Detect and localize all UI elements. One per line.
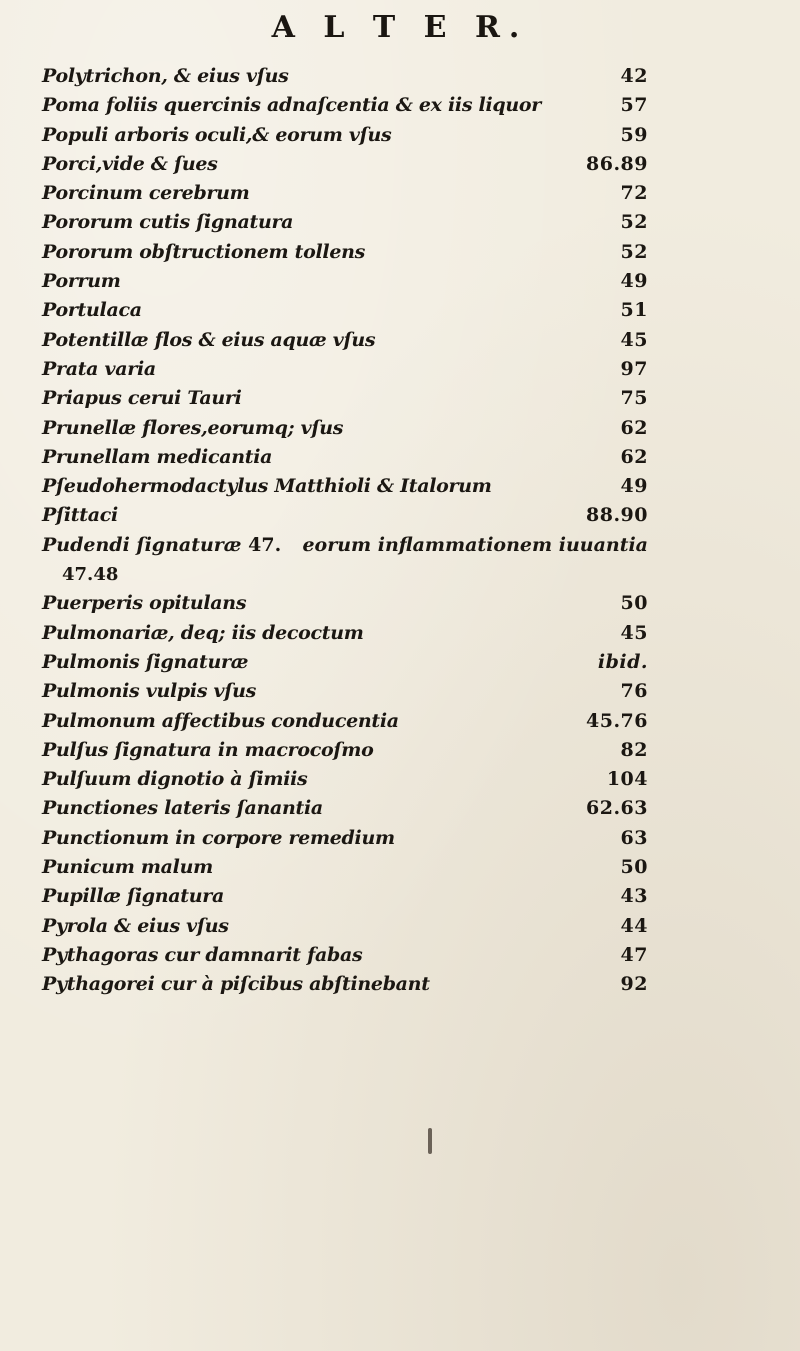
- index-entry: [42, 882, 648, 911]
- index-entry-term: Poma foliis quercinis adnaſcentia & ex iis liquor: [42, 94, 541, 117]
- index-entry: [42, 970, 648, 999]
- index-entry-page: 47: [620, 943, 648, 966]
- index-entry: [42, 619, 648, 648]
- index-entry-page: 44: [620, 914, 648, 937]
- wrapped-entry-inline-page: 47.: [248, 533, 282, 556]
- index-entry: [42, 355, 648, 384]
- index-entry: [42, 267, 648, 296]
- index-entry-page: 88.90: [586, 504, 648, 527]
- index-entry-page: 63: [620, 826, 648, 849]
- index-entry: [42, 414, 648, 443]
- index-entry-page: ibid.: [597, 650, 648, 673]
- index-entry: [42, 736, 648, 765]
- index-entry-page: 50: [620, 856, 648, 879]
- index-entry: [42, 296, 648, 325]
- index-entry-term: Pulmonariæ, deq; iis decoctum: [42, 621, 364, 644]
- wrapped-entry-line: [42, 531, 648, 560]
- index-entry: [42, 150, 648, 179]
- index-entry-page: 52: [620, 211, 648, 234]
- index-entry-page: 49: [620, 270, 648, 293]
- index-entry-page: 86.89: [586, 152, 648, 175]
- index-entries-top: [42, 62, 648, 531]
- index-entry-term: Priapus cerui Tauri: [42, 387, 242, 410]
- index-entry: [42, 443, 648, 472]
- wrapped-entry-continuation: 47.48: [62, 564, 119, 586]
- index-entry-page: 97: [620, 357, 648, 380]
- index-entry: [42, 794, 648, 823]
- index-entry-page: 49: [620, 475, 648, 498]
- index-entry-term: Pulmonis vulpis vſus: [42, 680, 257, 703]
- page-blemish-mark: [428, 1128, 432, 1154]
- index-entry-page: 82: [620, 738, 648, 761]
- index-entry-term: Pythagoras cur damnarit fabas: [42, 943, 363, 966]
- index-entry-page: 62.63: [586, 797, 648, 820]
- index-entry: [42, 941, 648, 970]
- index-entry: [42, 238, 648, 267]
- index-entry-page: 62: [620, 416, 648, 439]
- index-entry: [42, 912, 648, 941]
- index-entry-page: 57: [620, 94, 648, 117]
- index-entry: [42, 384, 648, 413]
- index-entries-bottom: [42, 589, 648, 999]
- index-entry-term: Punctiones lateris ſanantia: [42, 797, 323, 820]
- index-entry: [42, 589, 648, 618]
- index-entry-page: 45: [620, 621, 648, 644]
- index-list: [42, 62, 648, 1000]
- index-entry: [42, 707, 648, 736]
- index-entry-wrapped: [42, 531, 648, 560]
- index-entry: [42, 91, 648, 120]
- index-entry-page: 43: [620, 885, 648, 908]
- index-entry-term: Puerperis opitulans: [42, 592, 247, 615]
- wrapped-entry-head: Pudendi ſignaturæ: [42, 533, 242, 556]
- wrapped-entry-tail: eorum inflammationem iuuantia: [302, 533, 648, 556]
- index-entry-page: 45.76: [586, 709, 648, 732]
- index-entry-page: 76: [620, 680, 648, 703]
- index-entry: [42, 501, 648, 530]
- index-entry: [42, 648, 648, 677]
- index-entry-term: Pyrola & eius vſus: [42, 914, 229, 937]
- index-entry-term: Pulſuum dignotio à ſimiis: [42, 768, 308, 791]
- index-entry-term: Pororum obſtructionem tollens: [42, 240, 366, 263]
- index-entry: [42, 208, 648, 237]
- index-entry-page: 75: [620, 387, 648, 410]
- index-entry-term: Pythagorei cur à piſcibus abſtinebant: [42, 973, 430, 996]
- index-entry: [42, 853, 648, 882]
- index-entry-term: Pſittaci: [42, 504, 118, 527]
- index-entry-term: Pſeudohermodactylus Matthioli & Italorum: [42, 475, 492, 498]
- index-entry-page: 42: [620, 65, 648, 87]
- index-entry-term: Porcinum cerebrum: [42, 182, 250, 205]
- index-entry: [42, 121, 648, 150]
- index-entry-term: Punicum malum: [42, 856, 213, 879]
- index-entry-term: Punctionum in corpore remedium: [42, 826, 395, 849]
- index-entry-term: Pulſus ſignatura in macrocoſmo: [42, 738, 374, 761]
- index-entry-term: Polytrichon, & eius vſus: [42, 65, 289, 87]
- index-entry-term: Porrum: [42, 270, 121, 293]
- index-entry-page: 72: [620, 182, 648, 205]
- index-entry: [42, 179, 648, 208]
- index-entry-term: Pororum cutis ſignatura: [42, 211, 294, 234]
- index-entry-page: 59: [620, 123, 648, 146]
- index-entry-term: Prata varia: [42, 357, 156, 380]
- index-entry-page: 45: [620, 328, 648, 351]
- index-entry-page: 92: [620, 973, 648, 996]
- index-entry-term: Pulmonis ſignaturæ: [42, 650, 249, 673]
- index-entry: [42, 677, 648, 706]
- index-entry: [42, 472, 648, 501]
- page-header: A L T E R.: [271, 10, 529, 45]
- index-entry-term: Pulmonum affectibus conducentia: [42, 709, 399, 732]
- index-entry-page: 50: [620, 592, 648, 615]
- index-entry-term: Populi arboris oculi,& eorum vſus: [42, 123, 392, 146]
- index-entry-page: 104: [606, 768, 648, 791]
- index-entry: [42, 824, 648, 853]
- index-entry-page: 51: [620, 299, 648, 322]
- index-entry: [42, 326, 648, 355]
- index-entry-page: 52: [620, 240, 648, 263]
- index-entry-term: Potentillæ flos & eius aquæ vſus: [42, 328, 376, 351]
- index-entry: [42, 62, 648, 91]
- index-entry-term: Portulaca: [42, 299, 142, 322]
- index-entry-term: Prunellam medicantia: [42, 445, 273, 468]
- index-entry-term: Prunellæ flores,eorumq; vſus: [42, 416, 344, 439]
- index-entry-term: Porci,vide & ſues: [42, 152, 218, 175]
- index-entry: [42, 765, 648, 794]
- index-entry-term: Pupillæ ſignatura: [42, 885, 224, 908]
- index-entry-page: 62: [620, 445, 648, 468]
